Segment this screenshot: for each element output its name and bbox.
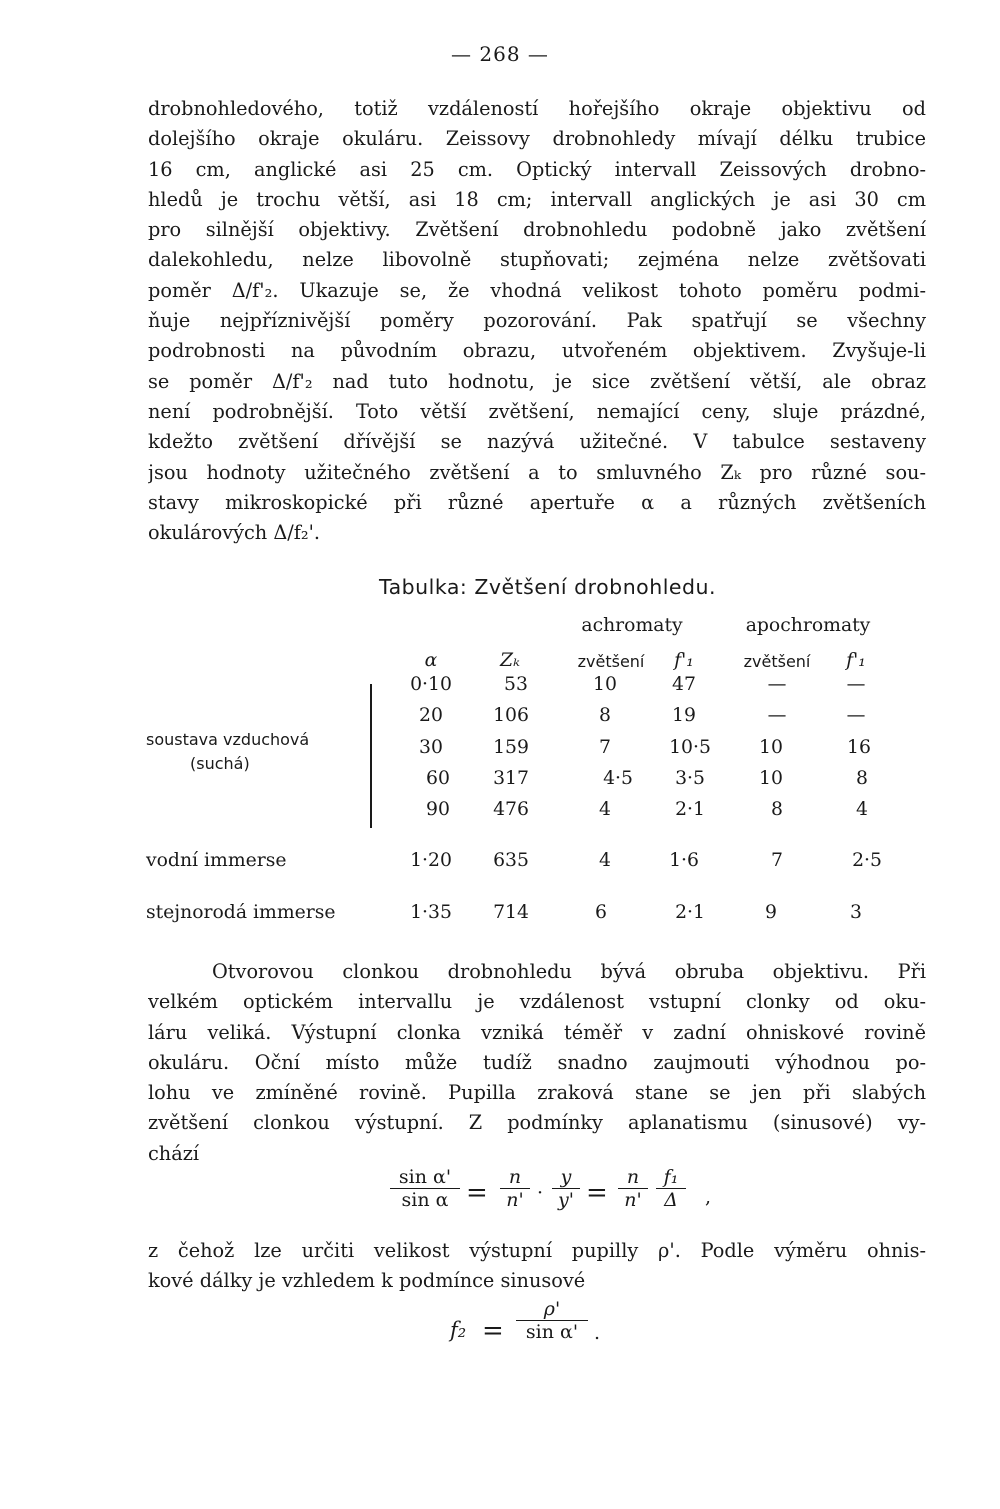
page-number: — 268 — — [451, 42, 549, 66]
table-cell: — — [846, 674, 866, 695]
table-cell: 90 — [426, 799, 450, 820]
fraction — [500, 1166, 530, 1211]
table-cell: — — [846, 705, 866, 726]
text-line: podrobnosti na původním obrazu, utvořeném objektivem. Zvyšuje-li — [148, 339, 926, 363]
text-line: drobnohledového, totiž vzdáleností hořejšího okraje objektivu od — [148, 97, 926, 120]
row-group-brace — [370, 684, 372, 828]
numerator: f₁ — [663, 1166, 679, 1188]
multiply-dot: · — [537, 1182, 544, 1204]
text-line: se poměr Δ/f'₂ nad tuto hodnotu, je sice zvětšení větší, ale obraz — [148, 369, 926, 393]
table-cell: 53 — [504, 674, 528, 695]
table-cell: 19 — [672, 705, 696, 726]
denominator: y' — [558, 1189, 574, 1211]
table-cell: 1·20 — [410, 850, 452, 871]
row-group-sublabel: (suchá) — [190, 754, 250, 773]
text-line: chází — [148, 1141, 200, 1165]
table-cell: 16 — [847, 737, 871, 758]
table-cell: 3 — [850, 902, 862, 923]
col-header-achro-focal: f'₁ — [674, 650, 694, 671]
table-cell: 4·5 — [603, 768, 633, 789]
table-cell: 0·10 — [410, 674, 452, 695]
col-header-zk: Zₖ — [500, 650, 520, 671]
col-header-apo-focal: f'₁ — [846, 650, 866, 671]
text-line: poměr Δ/f'₂. Ukazuje se, že vhodná velikost tohoto poměru podmi- — [148, 278, 926, 302]
table-cell: 7 — [599, 737, 611, 758]
equals-sign: = — [586, 1178, 608, 1208]
table-cell: 8 — [856, 768, 868, 789]
fraction — [516, 1298, 588, 1343]
text-line: z čehož lze určiti velikost výstupní pupilly ρ'. Podle výměru ohnis- — [148, 1239, 926, 1262]
text-line: jsou hodnoty užitečného zvětšení a to smluvného Zₖ pro různé sou- — [148, 460, 926, 484]
paragraph-2 — [148, 957, 926, 1169]
denominator: n' — [506, 1189, 524, 1211]
table-cell: 3·5 — [675, 768, 705, 789]
text-line: láru veliká. Výstupní clonka vzniká téměř v zadní ohniskové rovině — [148, 1020, 926, 1044]
table-cell: 47 — [672, 674, 696, 695]
text-line: okuláru. Oční místo může tudíž snadno zaujmouti výhodnou po- — [148, 1050, 926, 1074]
table-cell: 10 — [759, 768, 783, 789]
numerator: sin α' — [398, 1166, 452, 1188]
table-cell: 30 — [419, 737, 443, 758]
col-header-achro-magnification: zvětšení — [577, 652, 645, 671]
text-line: kové dálky je vzhledem k podmínce sinusové — [148, 1269, 586, 1293]
table-cell: 714 — [493, 902, 529, 923]
table-cell: 317 — [493, 768, 529, 789]
col-header-aperture: α — [424, 650, 438, 671]
table-cell: 60 — [426, 768, 450, 789]
numerator: y — [560, 1166, 572, 1188]
denominator: sin α' — [525, 1321, 579, 1343]
table-cell: — — [767, 674, 787, 695]
paragraph-3 — [148, 1236, 926, 1297]
table-cell: 476 — [493, 799, 529, 820]
text-line: stavy mikroskopické při různé apertuře α a různých zvětšeních — [148, 490, 926, 514]
text-line: dolejšího okraje okuláru. Zeissovy drobnohledy mívají délku trubice — [148, 127, 926, 151]
text-line: pro silnější objektivy. Zvětšení drobnohledu podobně jako zvětšení — [148, 218, 926, 242]
table-cell: 159 — [493, 737, 529, 758]
text-line: není podrobnější. Toto větší zvětšení, nemající ceny, sluje prázdné, — [148, 399, 926, 423]
table-cell: 4 — [599, 850, 611, 871]
group-header-apochromaty: apochromaty — [745, 615, 871, 636]
fraction — [390, 1166, 460, 1211]
numerator: ρ' — [543, 1298, 561, 1320]
equals-sign: = — [466, 1178, 488, 1208]
row-group-label: stejnorodá immerse — [146, 902, 336, 923]
table-cell: 6 — [595, 902, 607, 923]
table-cell: — — [767, 705, 787, 726]
table-cell: 8 — [771, 799, 783, 820]
text-line: ňuje nejpříznivější poměry pozorování. Pak spatřují se všechny — [148, 309, 926, 333]
fraction — [656, 1166, 686, 1211]
numerator: n — [626, 1166, 640, 1188]
text-line: kdežto zvětšení dřívější se nazývá užitečné. V tabulce sestaveny — [148, 430, 926, 454]
fraction — [618, 1166, 648, 1211]
denominator: Δ — [664, 1189, 678, 1211]
table-cell: 106 — [493, 705, 529, 726]
period: . — [594, 1322, 601, 1344]
table-cell: 2·5 — [852, 850, 882, 871]
table-cell: 1·35 — [410, 902, 452, 923]
table-cell: 20 — [419, 705, 443, 726]
table-cell: 635 — [493, 850, 529, 871]
text-line: velkém optickém intervallu je vzdálenost vstupní clonky od oku- — [148, 990, 926, 1014]
table-cell: 10·5 — [669, 737, 711, 758]
row-group-label: soustava vzduchová — [146, 730, 310, 749]
row-group-label: vodní immerse — [146, 850, 287, 871]
text-line: 16 cm, anglické asi 25 cm. Optický intervall Zeissových drobno- — [148, 157, 926, 181]
numerator: n — [508, 1166, 522, 1188]
paragraph-1 — [148, 94, 926, 548]
text-line: zvětšení clonkou výstupní. Z podmínky aplanatismu (sinusové) vy- — [148, 1111, 926, 1135]
table-cell: 10 — [759, 737, 783, 758]
fraction — [552, 1166, 580, 1211]
equals-sign: = — [482, 1316, 504, 1346]
table-cell: 4 — [599, 799, 611, 820]
table-cell: 1·6 — [669, 850, 699, 871]
table-cell: 2·1 — [675, 799, 705, 820]
table-cell: 10 — [593, 674, 617, 695]
text-line: lohu ve zmíněné rovině. Pupilla zraková stane se jen při slabých — [148, 1081, 926, 1105]
lhs: f₂ — [450, 1318, 467, 1342]
table-cell: 8 — [599, 705, 611, 726]
table-cell: 9 — [765, 902, 777, 923]
comma: , — [705, 1186, 712, 1208]
denominator: sin α — [401, 1189, 449, 1211]
text-line: hledů je trochu větší, asi 18 cm; intervall anglických je asi 30 cm — [148, 187, 926, 211]
col-header-apo-magnification: zvětšení — [743, 652, 811, 671]
text-line: okulárových Δ/f₂'. — [148, 521, 321, 545]
text-line: dalekohledu, nelze libovolně stupňovati; zejména nelze zvětšovati — [148, 248, 926, 272]
table-cell: 2·1 — [675, 902, 705, 923]
table-cell: 7 — [771, 850, 783, 871]
denominator: n' — [624, 1189, 642, 1211]
table-cell: 4 — [856, 799, 868, 820]
table-caption: Tabulka: Zvětšení drobnohledu. — [378, 575, 717, 599]
group-header-achromaty: achromaty — [581, 615, 683, 636]
text-line: Otvorovou clonkou drobnohledu bývá obruba objektivu. Při — [212, 960, 926, 983]
